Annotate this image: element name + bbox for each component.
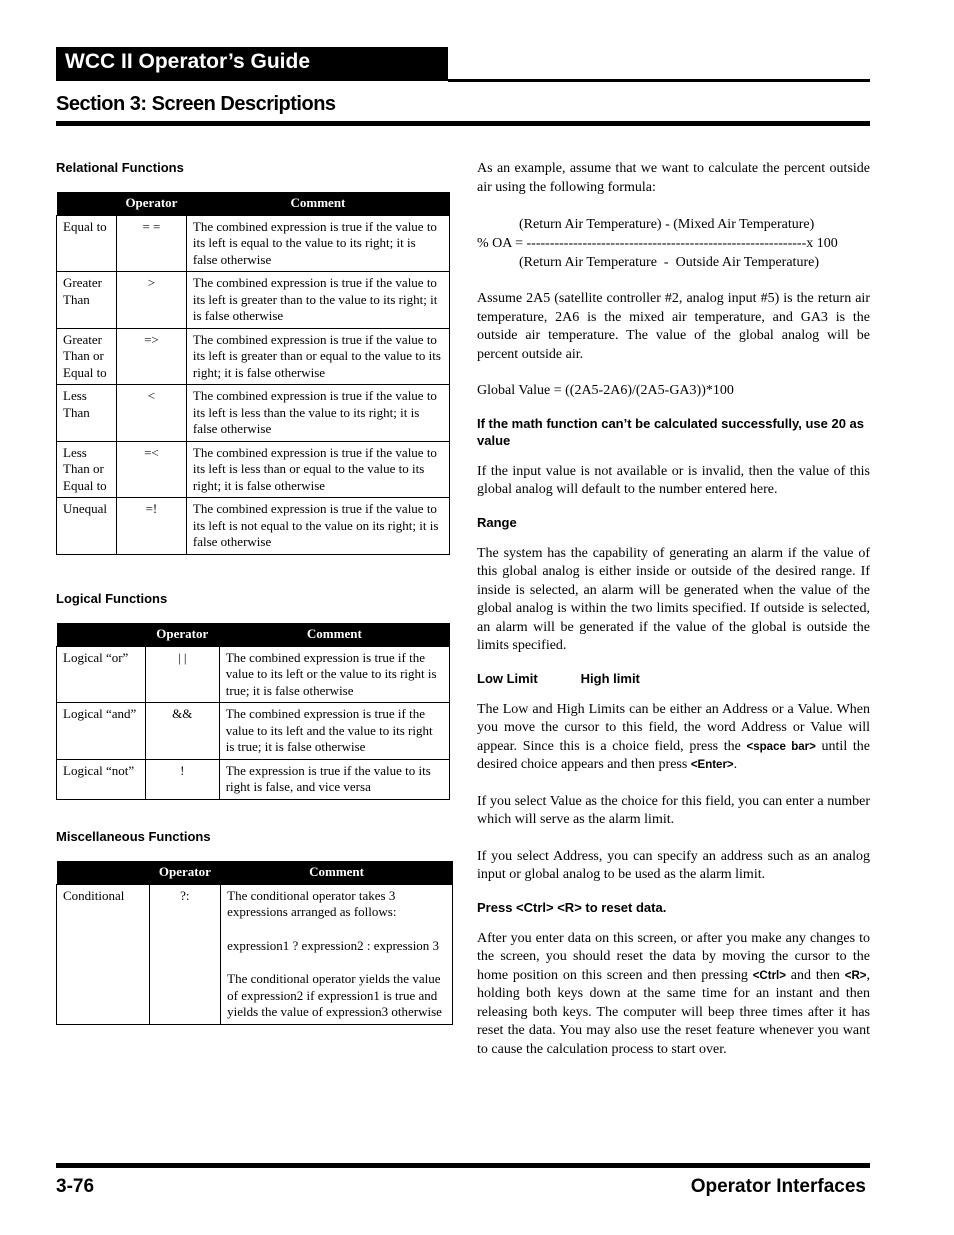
function-name: Less Than [57, 385, 117, 442]
function-name: Greater Than [57, 272, 117, 329]
operator-comment: The combined expression is true if the value to its left or the value to its right is true; it is false otherwise [219, 646, 449, 703]
section-rule [56, 121, 870, 126]
misc-heading: Miscellaneous Functions [56, 829, 211, 844]
operator-symbol: =! [116, 498, 186, 555]
reset-text: After you enter data on this screen, or after you make any changes to the screen, you should reset the data by moving the cursor to the home position on this screen and then pressing [477, 930, 870, 983]
operator-comment: The combined expression is true if the value to its left is equal to the value to its right; it is false otherwise [186, 215, 449, 272]
operator-symbol: < [116, 385, 186, 442]
enter-key: <Enter> [690, 759, 734, 771]
reset-text: , holding both keys down at the same time for an instant and then releasing both keys. The computer will beep three times after it has reset the data. You may also use the reset feature whenever you want to cause the calculation process to start over. [477, 967, 870, 1057]
table-row [57, 498, 450, 555]
function-name: Conditional [57, 884, 150, 1024]
logical-header-blank [57, 623, 146, 646]
range-paragraph: The system has the capability of generating an alarm if the value of this global analog is either inside or outside of the desired range. If inside is selected, an alarm will be generated when the value of the global analog is within the two limits specified. If outside is selected, an alarm will be generated if the value of the global is outside the limits specified. [477, 545, 870, 653]
low-limit-label: Low Limit [477, 670, 538, 686]
relational-header-blank [57, 192, 117, 215]
global-value-formula: Global Value = ((2A5-2A6)/(2A5-GA3))*100 [477, 383, 734, 398]
function-name: Unequal [57, 498, 117, 555]
reset-text: and then [785, 967, 845, 983]
function-name: Less Than or Equal to [57, 441, 117, 498]
intro-paragraph: As an example, assume that we want to calculate the percent outside air using the following formula: [477, 161, 870, 195]
table-row [57, 646, 450, 703]
table-row [57, 385, 450, 442]
operator-symbol: && [145, 703, 219, 760]
table-row [57, 215, 450, 272]
space-bar-key: <space bar> [746, 740, 816, 753]
misc-header-row [57, 861, 453, 884]
spacer [477, 885, 870, 899]
operator-comment: The expression is true if the value to its right is false, and vice versa [219, 759, 449, 799]
operator-comment [221, 884, 453, 1024]
operator-comment: The combined expression is true if the value to its left is less than the value to its right; it is false otherwise [186, 385, 449, 442]
spacer [477, 197, 870, 215]
function-name: Equal to [57, 215, 117, 272]
chapter-title: Operator Interfaces [690, 1176, 866, 1197]
spacer [477, 916, 870, 930]
relational-heading: Relational Functions [56, 160, 184, 175]
spacer [477, 830, 870, 848]
limits-paragraph [477, 701, 870, 775]
guide-title: WCC II Operator’s Guide [56, 47, 448, 81]
table-row [57, 272, 450, 329]
operator-comment: The combined expression is true if the value to its left is not equal to the value on its right; it is false otherwise [186, 498, 449, 555]
logical-header-operator: Operator [145, 623, 219, 646]
misc-table [56, 861, 453, 1025]
header-rule [448, 79, 870, 82]
logical-heading: Logical Functions [56, 591, 168, 606]
footer-rule [56, 1163, 870, 1168]
address-paragraph: If you select Address, you can specify an address such as an analog input or global analog to be used as the alarm limit. [477, 848, 870, 882]
spacer [477, 272, 870, 290]
spacer [477, 775, 870, 793]
formula-divider: % OA = ------------------------------------------------------------x 100 [477, 236, 838, 251]
formula-numerator: (Return Air Temperature) - (Mixed Air Temperature) [477, 217, 815, 232]
comment-part-3: The conditional operator yields the value of expression2 if expression1 is true and yields the value of expression3 otherwise [227, 971, 442, 1019]
assume-paragraph: Assume 2A5 (satellite controller #2, analog input #5) is the return air temperature, 2A6 is the mixed air temperature, and GA3 is the outside air temperature. The value of the global analog will be percent outside air. [477, 291, 870, 362]
operator-symbol: ! [145, 759, 219, 799]
formula-denominator: (Return Air Temperature - Outside Air Temperature) [477, 255, 819, 270]
operator-comment: The combined expression is true if the value to its left is less than or equal to the value to its right; it is false otherwise [186, 441, 449, 498]
limits-text: until the desired choice appears and then press [477, 738, 870, 772]
function-name: Logical “not” [57, 759, 146, 799]
logical-header-row [57, 623, 450, 646]
r-key: <R> [844, 969, 867, 982]
spacer [477, 531, 870, 545]
right-column [477, 160, 870, 1059]
function-name: Logical “or” [57, 646, 146, 703]
comment-gap [227, 921, 446, 938]
limits-text: . [733, 757, 738, 772]
comment-part-1: The conditional operator takes 3 expressions arranged as follows: [227, 887, 397, 919]
section-title: Section 3: Screen Descriptions [56, 93, 336, 115]
fail-paragraph: If the input value is not available or is invalid, then the value of this global analog will default to the number entered here. [477, 463, 870, 497]
table-row [57, 703, 450, 760]
range-heading: Range [477, 514, 517, 530]
operator-comment: The combined expression is true if the value to its left is greater than to the value to its right; it is false otherwise [186, 272, 449, 329]
operator-comment: The combined expression is true if the value to its left and the value to its right is true; it is false otherwise [219, 703, 449, 760]
table-row [57, 884, 453, 1024]
value-paragraph: If you select Value as the choice for this field, you can enter a number which will serve as the alarm limit. [477, 793, 870, 827]
comment-part-2: expression1 ? expression2 : expression 3 [227, 937, 440, 953]
misc-header-blank [57, 861, 150, 884]
spacer [477, 500, 870, 514]
misc-header-comment: Comment [221, 861, 453, 884]
operator-symbol: | | [145, 646, 219, 703]
spacer [477, 364, 870, 382]
relational-header-comment: Comment [186, 192, 449, 215]
spacer [477, 656, 870, 670]
operator-symbol: > [116, 272, 186, 329]
operator-symbol: => [116, 328, 186, 385]
relational-header-operator: Operator [116, 192, 186, 215]
operator-symbol: ?: [149, 884, 221, 1024]
page-number: 3-76 [56, 1176, 95, 1197]
spacer [477, 401, 870, 415]
comment-gap [227, 954, 446, 971]
relational-table [56, 192, 450, 555]
logical-table [56, 623, 450, 800]
operator-comment: The combined expression is true if the value to its left is greater than or equal to the value to its right; it is false otherwise [186, 328, 449, 385]
fail-heading: If the math function can’t be calculated successfully, use 20 as value [477, 415, 864, 448]
operator-symbol: = = [116, 215, 186, 272]
function-name: Greater Than or Equal to [57, 328, 117, 385]
table-row [57, 759, 450, 799]
misc-header-operator: Operator [149, 861, 221, 884]
ctrl-key: <Ctrl> [752, 969, 786, 982]
spacer [477, 687, 870, 701]
table-row [57, 441, 450, 498]
limits-heading [477, 670, 870, 687]
reset-paragraph [477, 930, 870, 1060]
reset-heading: Press <Ctrl> <R> to reset data. [477, 899, 667, 915]
logical-header-comment: Comment [219, 623, 449, 646]
relational-header-row [57, 192, 450, 215]
table-row [57, 328, 450, 385]
limits-text: The Low and High Limits can be either an Address or a Value. When you move the cursor to this field, the word Address or Value will appear. Since this is a choice field, press the [477, 701, 870, 754]
high-limit-label: High limit [580, 670, 640, 686]
function-name: Logical “and” [57, 703, 146, 760]
spacer [477, 449, 870, 463]
operator-symbol: =< [116, 441, 186, 498]
